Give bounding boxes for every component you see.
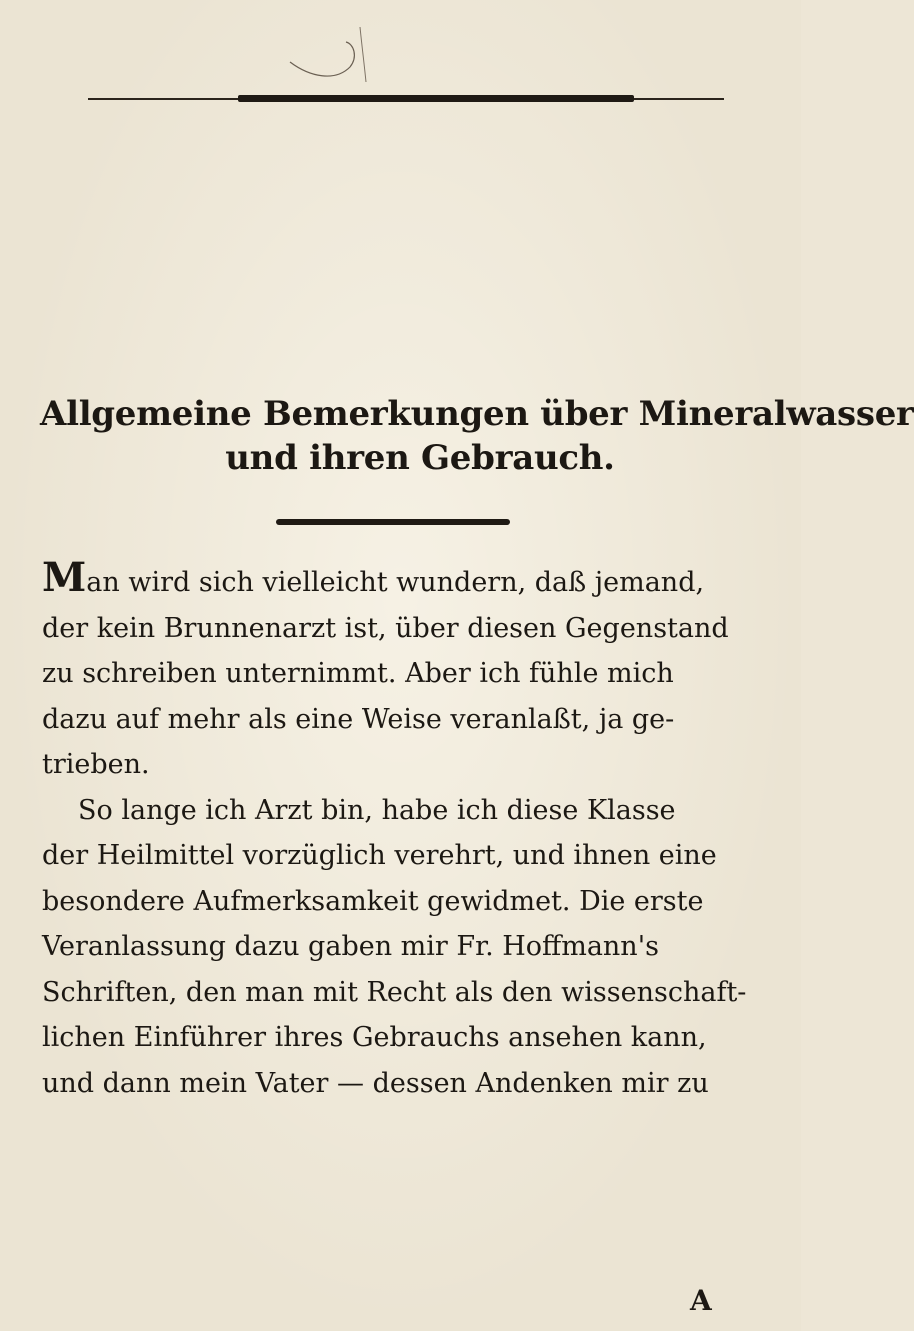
text-line: dazu auf mehr als eine Weise veranlaßt, ja ge- — [42, 703, 675, 735]
text-line: lichen Einführer ihres Gebrauchs ansehen kann, — [42, 1022, 707, 1053]
text-line: und dann mein Vater — dessen Andenken mir zu — [42, 1067, 709, 1099]
text-line: So lange ich Arzt bin, habe ich diese Klasse — [78, 794, 676, 826]
text-line: der Heilmittel vorzüglich verehrt, und ihnen eine — [42, 840, 717, 871]
heading-line-1: Allgemeine Bemerkungen über Mineralwasser — [40, 394, 914, 434]
text-line-rest: an wird sich vielleicht wundern, daß jemand, — [86, 567, 705, 598]
catchword: A — [690, 1284, 712, 1317]
header-ornament-rule — [88, 94, 724, 103]
header-rule-thick — [238, 95, 634, 102]
drop-cap: M — [42, 554, 87, 601]
chapter-heading — [40, 392, 914, 480]
text-line: trieben. — [42, 749, 150, 780]
text-line — [42, 554, 772, 606]
heading-divider-rule — [276, 519, 510, 525]
text-line: Schriften, den man mit Recht als den wissenschaft- — [42, 976, 747, 1008]
body-text — [42, 554, 772, 1106]
text-line: zu schreiben unternimmt. Aber ich fühle mich — [42, 658, 674, 689]
heading-line-2: und ihren Gebrauch. — [225, 438, 615, 478]
text-line: der kein Brunnenarzt ist, über diesen Gegenstand — [42, 612, 729, 644]
ink-scratch-mark — [280, 22, 400, 92]
text-line: Veranlassung dazu gaben mir Fr. Hoffmann's — [42, 931, 659, 962]
text-line: besondere Aufmerksamkeit gewidmet. Die erste — [42, 885, 704, 917]
